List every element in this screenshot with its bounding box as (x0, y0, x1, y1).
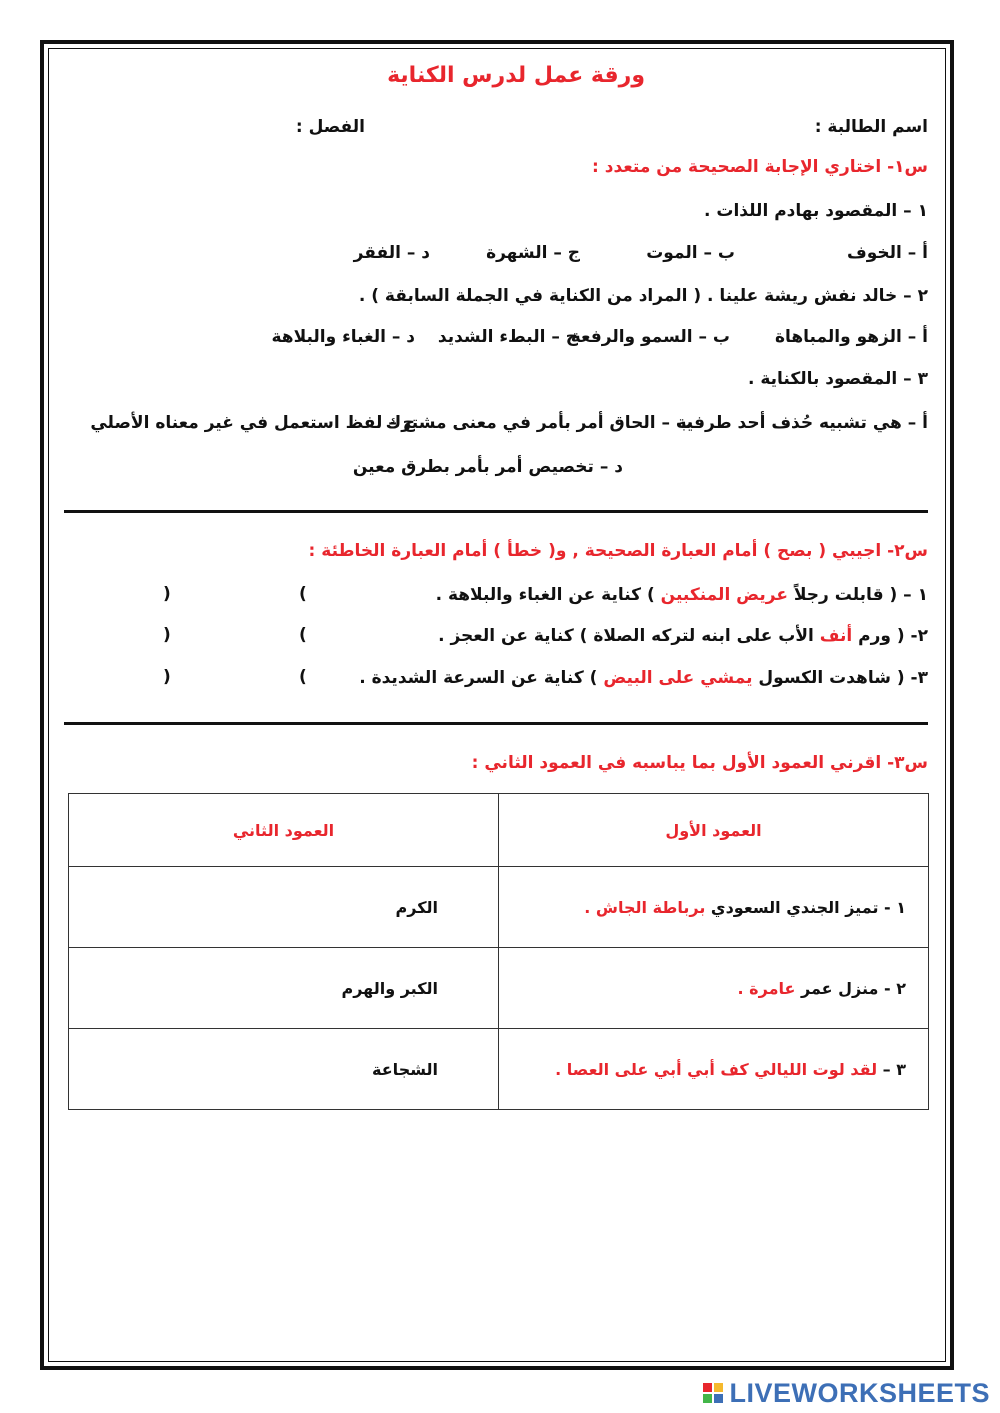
q1-item-2-option-d[interactable]: د – الغباء والبلاهة (271, 327, 415, 347)
logo-square-yellow (714, 1383, 723, 1392)
q2-statement-3-part-b: ) كناية عن السرعة الشديدة . (359, 668, 604, 688)
q2-answer-3-close: ) (163, 667, 171, 687)
q2-statement-2 (438, 625, 928, 647)
q2-answer-1-open: ( (299, 584, 307, 604)
divider-2 (64, 722, 928, 725)
logo-square-blue (714, 1394, 723, 1403)
class-label: الفصل : (295, 117, 365, 137)
q2-answer-2-close: ) (163, 625, 171, 645)
q1-item-3-option-b[interactable]: ب – الحاق أمر بأمر في معنى مشترك (385, 413, 693, 433)
q2-statement-3-part-a: ٣- ( شاهدت الكسول (752, 668, 928, 688)
q2-statement-2-part-b: الأب على ابنه لتركه الصلاة ) كناية عن العجز . (438, 626, 820, 646)
left-cell-3-text: ٣ – (877, 1059, 906, 1079)
q2-statement-1 (436, 584, 928, 606)
logo-text: LIVEWORKSHEETS (729, 1377, 990, 1408)
q1-item-2-option-a[interactable]: أ – الزهو والمباهاة (774, 327, 928, 347)
q1-item-3-option-c[interactable]: ج – لفظ استعمل في غير معناه الأصلي (90, 413, 415, 433)
matching-table (68, 793, 929, 1110)
q2-answer-2-open: ( (299, 625, 307, 645)
table-row (69, 1029, 929, 1110)
left-cell-2[interactable] (499, 948, 929, 1029)
table-row (69, 867, 929, 948)
q1-item-3-stem: ٣ – المقصود بالكناية . (747, 369, 928, 389)
liveworksheets-logo[interactable] (703, 1378, 990, 1408)
table-header-row (69, 794, 929, 867)
q3-heading: س٣- اقرني العمود الأول بما يباسبه في العمود الثاني : (471, 753, 928, 773)
left-cell-2-highlight: عامرة . (737, 978, 796, 998)
right-cell-2[interactable]: الكبر والهرم (69, 948, 499, 1029)
left-cell-1[interactable] (499, 867, 929, 948)
q2-statement-2-part-a: ٢- ( ورم (852, 626, 928, 646)
q1-item-1-stem: ١ – المقصود بهادم اللذات . (704, 201, 928, 221)
right-cell-1[interactable]: الكرم (69, 867, 499, 948)
q2-answer-1-close: ) (163, 584, 171, 604)
q2-statement-3-highlight: يمشي على البيض (603, 668, 753, 688)
worksheet-title: ورقة عمل لدرس الكناية (387, 63, 645, 88)
q1-item-1-option-b[interactable]: ب – الموت (646, 243, 735, 263)
q1-item-1-option-d[interactable]: د – الفقر (353, 243, 430, 263)
column-1-header: العمود الأول (499, 794, 929, 867)
left-cell-3-highlight: لقد لوت الليالي كف أبي أبي على العصا . (555, 1059, 878, 1079)
left-cell-1-text: ١ - تميز الجندي السعودي (705, 897, 906, 917)
left-cell-2-text: ٢ - منزل عمر (795, 978, 906, 998)
q1-item-2-option-b[interactable]: ب – السمو والرفعة (570, 327, 730, 347)
q2-statement-1-highlight: عريض المنكبين (660, 585, 788, 605)
q2-statement-1-part-a: ١ – ( قابلت رجلاً (787, 585, 928, 605)
q2-answer-3-open: ( (299, 667, 307, 687)
q2-statement-2-highlight: أنف (819, 626, 853, 646)
student-name-label: اسم الطالبة : (814, 117, 928, 137)
q2-heading: س٢- اجيبي ( بصح ) أمام العبارة الصحيحة , و( خطأ ) أمام العبارة الخاطئة : (308, 541, 928, 561)
logo-square-red (703, 1383, 712, 1392)
q2-statement-3 (359, 667, 928, 689)
q1-item-3-option-a[interactable]: أ – هي تشبيه حُذف أحد طرفية (676, 413, 928, 433)
q2-statement-1-part-b: ) كناية عن الغباء والبلاهة . (435, 585, 661, 605)
q1-item-1-option-a[interactable]: أ – الخوف (846, 243, 928, 263)
table-row (69, 948, 929, 1029)
q1-item-3-option-d[interactable]: د – تخصيص أمر بأمر بطرق معين (352, 457, 623, 477)
right-cell-3[interactable]: الشجاعة (69, 1029, 499, 1110)
column-2-header: العمود الثاني (69, 794, 499, 867)
q1-item-2-option-c[interactable]: ج – البطء الشديد (437, 327, 578, 347)
left-cell-1-highlight: برباطة الجاش . (584, 897, 706, 917)
logo-square-green (703, 1394, 712, 1403)
divider-1 (64, 510, 928, 513)
logo-squares-icon (703, 1383, 723, 1403)
q1-item-1-option-c[interactable]: ج – الشهرة (486, 243, 580, 263)
left-cell-3[interactable] (499, 1029, 929, 1110)
q1-item-2-stem: ٢ – خالد نفش ريشة علينا . ( المراد من الكناية في الجملة السابقة ) . (358, 286, 928, 306)
q1-heading: س١- اختاري الإجابة الصحيحة من متعدد : (592, 157, 928, 177)
